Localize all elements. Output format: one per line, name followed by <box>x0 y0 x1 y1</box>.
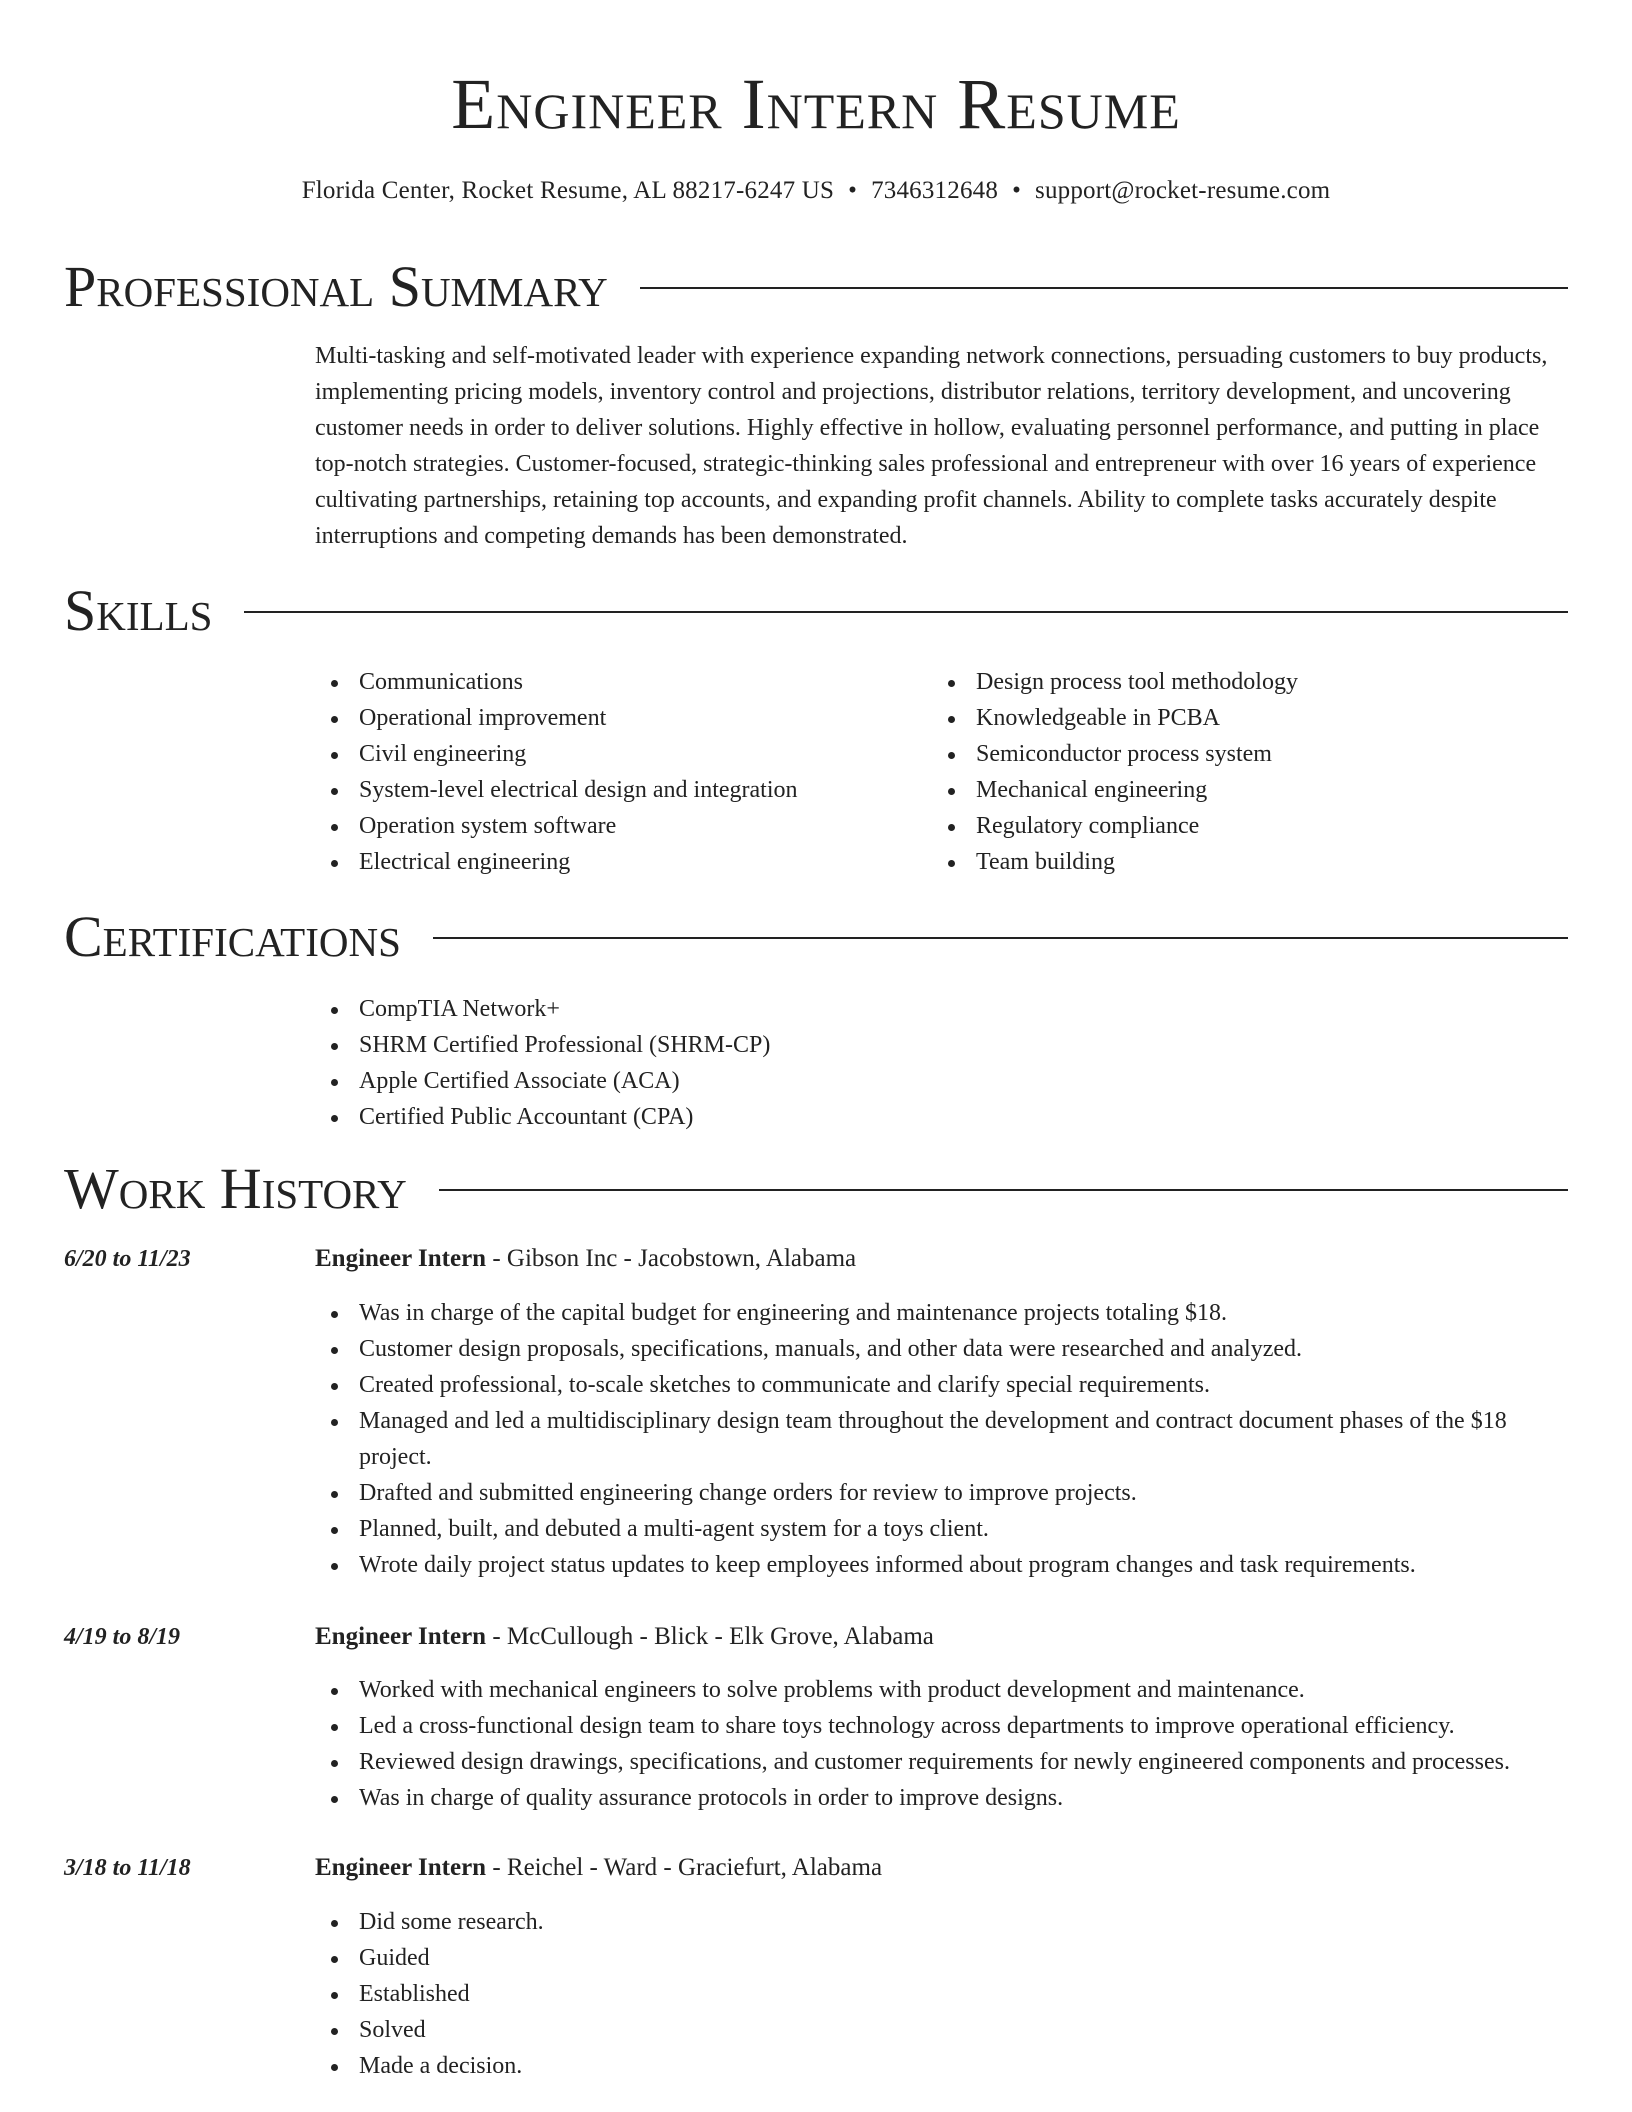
job-bullet: Was in charge of the capital budget for engineering and maintenance projects totaling $18. <box>315 1295 1570 1331</box>
certification-item: CompTIA Network+ <box>315 991 1570 1027</box>
work-history-heading: Work History <box>64 1156 407 1221</box>
job-bullet: Drafted and submitted engineering change orders for review to improve projects. <box>315 1475 1570 1511</box>
job-bullet: Created professional, to-scale sketches to communicate and clarify special requirements. <box>315 1367 1570 1403</box>
skills-list-right <box>932 664 1572 880</box>
section-divider <box>433 937 1568 939</box>
contact-line <box>0 174 1632 208</box>
skills-section-header <box>64 576 1568 646</box>
certifications-heading: Certifications <box>64 904 401 969</box>
job-bullet: Made a decision. <box>315 2048 1570 2084</box>
job-title: Engineer Intern <box>315 1854 487 1881</box>
section-divider <box>244 611 1568 613</box>
contact-separator: • <box>848 177 858 204</box>
certifications-section-header <box>64 902 1568 972</box>
job-bullet: Worked with mechanical engineers to solve problems with product development and maintenance. <box>315 1672 1570 1708</box>
job-bullet: Wrote daily project status updates to keep employees informed about program changes and task requirements. <box>315 1547 1570 1583</box>
job-bullet: Guided <box>315 1940 1570 1976</box>
contact-phone: 7346312648 <box>871 177 999 204</box>
job-employer: - McCullough - Blick - Elk Grove, Alabama <box>486 1623 934 1650</box>
job-bullet: Did some research. <box>315 1904 1570 1940</box>
skill-item: Knowledgeable in PCBA <box>932 700 1572 736</box>
job-dates: 6/20 to 11/23 <box>64 1246 191 1272</box>
skill-item: Regulatory compliance <box>932 808 1572 844</box>
summary-heading: Professional Summary <box>64 254 608 319</box>
skill-item: Communications <box>315 664 915 700</box>
job-employer: - Reichel - Ward - Graciefurt, Alabama <box>486 1854 883 1881</box>
job-heading <box>315 1241 1570 1277</box>
contact-email: support@rocket-resume.com <box>1035 177 1331 204</box>
skill-item: Civil engineering <box>315 736 915 772</box>
job-employer: - Gibson Inc - Jacobstown, Alabama <box>486 1245 857 1272</box>
job-title: Engineer Intern <box>315 1245 487 1272</box>
job-heading <box>315 1850 1570 1886</box>
resume-title: Engineer Intern Resume <box>451 64 1181 144</box>
job-dates: 4/19 to 8/19 <box>64 1624 181 1650</box>
skills-heading: Skills <box>64 578 213 643</box>
contact-separator: • <box>1012 177 1022 204</box>
skill-item: Mechanical engineering <box>932 772 1572 808</box>
job-heading <box>315 1619 1570 1655</box>
job-bullet: Planned, built, and debuted a multi-agent system for a toys client. <box>315 1511 1570 1547</box>
job-bullet-list <box>315 1904 1570 2084</box>
job-bullet-list <box>315 1295 1570 1583</box>
job-bullet: Customer design proposals, specifications, manuals, and other data were researched and analyzed. <box>315 1331 1570 1367</box>
job-title: Engineer Intern <box>315 1623 487 1650</box>
summary-section-header <box>64 252 1568 322</box>
certifications-list <box>315 991 1570 1135</box>
skill-item: Team building <box>932 844 1572 880</box>
job-bullet: Reviewed design drawings, specifications, and customer requirements for newly engineered components and processes. <box>315 1744 1570 1780</box>
summary-text: Multi-tasking and self-motivated leader with experience expanding network connections, persuading customers to buy products, implementing pricing models, inventory control and projections, distributor relations, territory development, and uncovering customer needs in order to deliver solutions. Highly effective in hollow, evaluating personnel performance, and putting in place top-notch strategies. Customer-focused, strategic-thinking sales professional and entrepreneur with over 16 years of experience cultivating partnerships, retaining top accounts, and expanding profit channels. Ability to complete tasks accurately despite interruptions and competing demands has been demonstrated. <box>315 343 1548 549</box>
job-bullet: Led a cross-functional design team to share toys technology across departments to improve operational efficiency. <box>315 1708 1570 1744</box>
certification-item: Apple Certified Associate (ACA) <box>315 1063 1570 1099</box>
job-bullet: Solved <box>315 2012 1570 2048</box>
skill-item: Electrical engineering <box>315 844 915 880</box>
job-bullet: Established <box>315 1976 1570 2012</box>
job-bullet-list <box>315 1672 1570 1816</box>
skill-item: Semiconductor process system <box>932 736 1572 772</box>
job-bullet: Managed and led a multidisciplinary design team throughout the development and contract document phases of the $18 project. <box>315 1403 1570 1475</box>
section-divider <box>640 287 1568 289</box>
job-dates: 3/18 to 11/18 <box>64 1855 191 1881</box>
contact-address: Florida Center, Rocket Resume, AL 88217-6247 US <box>301 177 835 204</box>
skills-list-left <box>315 664 915 880</box>
skill-item: Design process tool methodology <box>932 664 1572 700</box>
skill-item: Operation system software <box>315 808 915 844</box>
job-bullet: Was in charge of quality assurance protocols in order to improve designs. <box>315 1780 1570 1816</box>
skill-item: Operational improvement <box>315 700 915 736</box>
certification-item: Certified Public Accountant (CPA) <box>315 1099 1570 1135</box>
skill-item: System-level electrical design and integration <box>315 772 915 808</box>
section-divider <box>439 1189 1568 1191</box>
work-history-section-header <box>64 1154 1568 1224</box>
certification-item: SHRM Certified Professional (SHRM-CP) <box>315 1027 1570 1063</box>
